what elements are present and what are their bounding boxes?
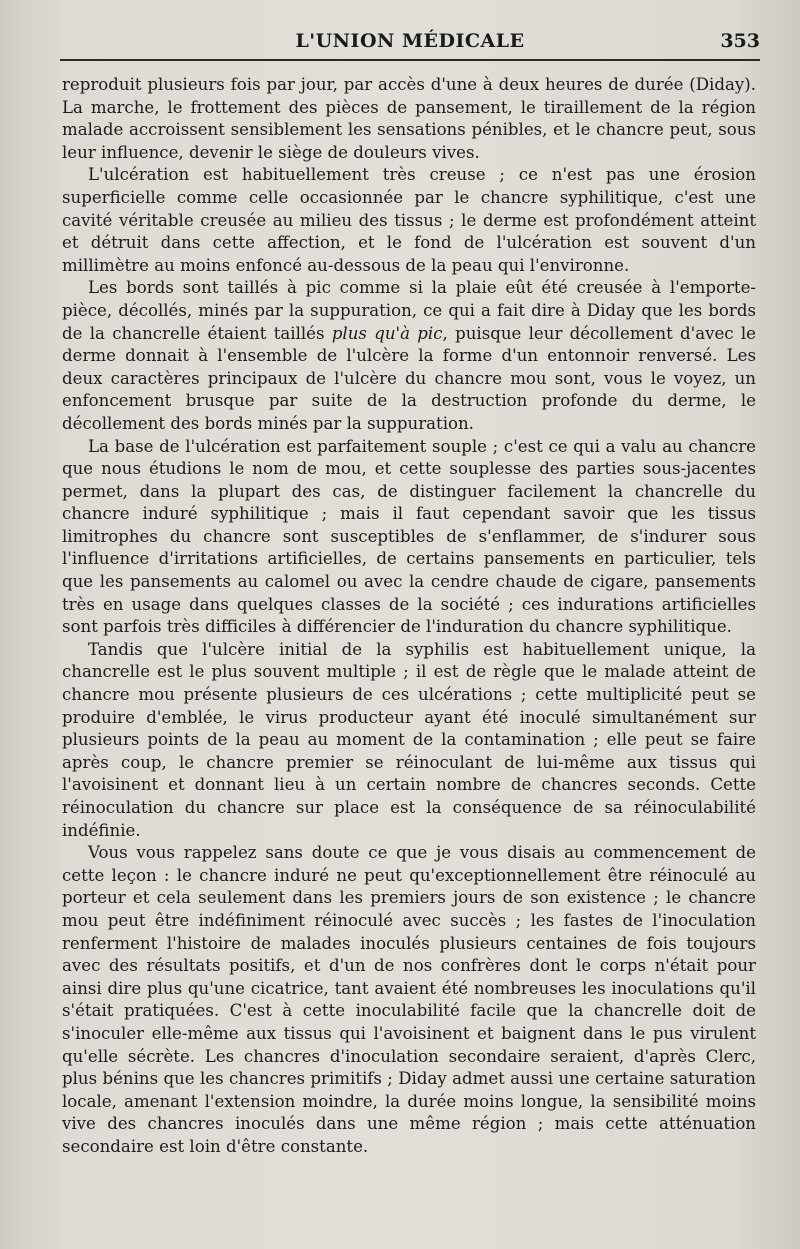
paragraph-5: Tandis que l'ulcère initial de la syphilis est habituellement unique, la chancrelle est le plus souvent multiple ; il est de règle que le malade atteint de chancre mou présente plusieurs de ces ulcérations ; cette multiplicité peut se produire d'emblée, le virus producteur ayant été inoculé simultanément sur plusieurs points de la peau au moment de la contamination ; elle peut se faire après coup, le chancre premier se réinoculant de lui-même aux tissus qui l'avoisinent et donnant lieu à un certain nombre de chancres seconds. Cette réinoculation du chancre sur place est la conséquence de sa réinoculabilité indéfinie. (62, 639, 756, 840)
paragraph-3-part-2: , puisque leur décollement d'avec le derme donnait à l'ensemble de l'ulcère la forme d'un entonnoir renversé. Les deux caractères principaux de l'ulcère du chancre mou sont, vous le voyez, un enfoncement brusque par suite de la destruction profonde du derme, le décollement des bords minés par la suppuration. (62, 323, 757, 433)
paragraph-3 (62, 277, 756, 435)
page-number: 353 (720, 30, 760, 52)
paragraph-3-italic: plus qu'à pic (331, 323, 443, 343)
body-text (62, 74, 756, 1159)
paragraph-1: reproduit plusieurs fois par jour, par accès d'une à deux heures de durée (Diday). La marche, le frottement des pièces de pansement, le tiraillement de la région malade accroissent sensiblement les sensations pénibles, et le chancre peut, sous leur influence, devenir le siège de douleurs vives. (62, 75, 756, 162)
paragraph-2: L'ulcération est habituellement très creuse ; ce n'est pas une érosion superficielle comme celle occasionnée par le chancre syphilitique, c'est une cavité véritable creusée au milieu des tissus ; le derme est profondément atteint et détruit dans cette affection, et le fond de l'ulcération est souvent d'un millimètre au moins enfoncé au-dessous de la peau qui l'environne. (62, 165, 756, 275)
paragraph-6: Vous vous rappelez sans doute ce que je vous disais au commencement de cette leçon : le chancre induré ne peut qu'exceptionnellement être réinoculé au porteur et cela seulement dans les premiers jours de son existence ; le chancre mou peut être indéfiniment réinoculé avec succès ; les fastes de l'inoculation renferment l'histoire de malades inoculés plusieurs centaines de fois toujours avec des résultats positifs, et d'un de nos confrères dont le corps n'était pour ainsi dire plus qu'une cicatrice, tant avaient été nombreuses les inoculations qu'il s'était pratiquées. C'est à cette inoculabilité facile que la chancrelle doit de s'inoculer elle-même aux tissus qui l'avoisinent et baignent dans le pus virulent qu'elle sécrète. Les chancres d'inoculation secondaire seraient, d'après Clerc, plus bénins que les chancres primitifs ; Diday admet aussi une certaine saturation locale, amenant l'extension moindre, la durée moins longue, la sensibilité moins vive des chancres inoculés dans une même région ; mais cette atténuation secondaire est loin d'être constante. (62, 843, 756, 1156)
paragraph-4: La base de l'ulcération est parfaitement souple ; c'est ce qui a valu au chancre que nous étudions le nom de mou, et cette souplesse des parties sous-jacentes permet, dans la plupart des cas, de distinguer facilement la chancrelle du chancre induré syphilitique ; mais il faut cependant savoir que les tissus limitrophes du chancre sont susceptibles de s'enflammer, de s'indurer sous l'influence d'irritations artificielles, de certains pansements en particulier, tels que les pansements au calomel ou avec la cendre chaude de cigare, pansements très en usage dans quelques classes de la société ; ces indurations artificielles sont parfois très difficiles à différencier de l'induration du chancre syphilitique. (62, 436, 756, 637)
page-header (60, 26, 760, 62)
paragraph-3-part-1: Les bords sont taillés à pic comme si la plaie eût été creusée à l'emporte-pièce, décollés, minés par la suppuration, ce qui a fait dire à Diday que les bords de la chancrelle étaient taillés (62, 278, 756, 343)
running-title: L'UNION MÉDICALE (295, 30, 525, 52)
header-rule (60, 59, 760, 61)
